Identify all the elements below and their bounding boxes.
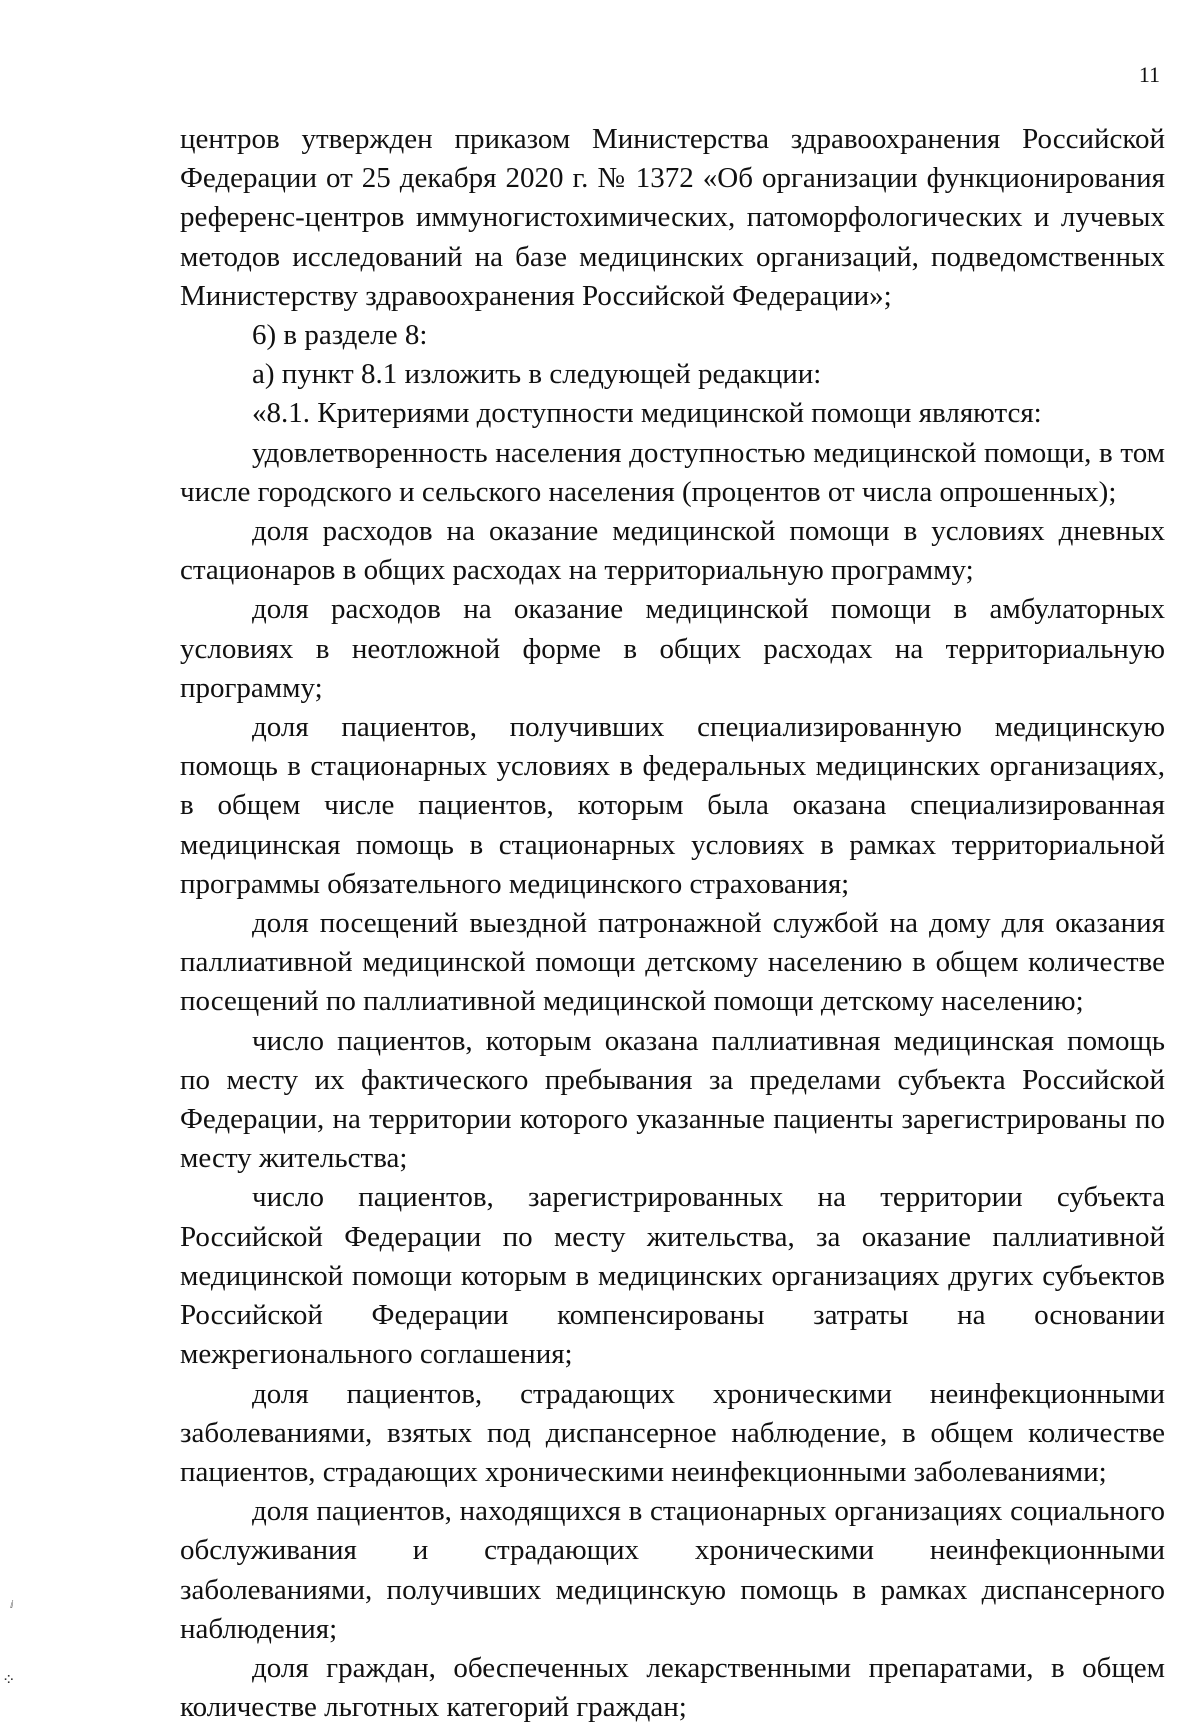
page-number: 11 xyxy=(1138,62,1160,87)
paragraph: доля расходов на оказание медицинской помощи в амбулаторных условиях в неотложной форме в общих расходах на территориальную программу; xyxy=(180,593,1165,704)
paragraph: число пациентов, которым оказана паллиативная медицинская помощь по месту их фактического пребывания за пределами субъекта Российской Федерации, на территории которого указанные пациенты зарегистрированы по месту жительства; xyxy=(180,1024,1165,1175)
scan-speck-mark: ⅈ xyxy=(10,1600,14,1611)
paragraph: доля расходов на оказание медицинской помощи в условиях дневных стационаров в общих расходах на территориальную программу; xyxy=(180,515,1165,587)
paragraph: доля посещений выездной патронажной службой на дому для оказания паллиативной медицинской помощи детскому населению в общем количестве посещений по паллиативной медицинской помощи детскому населению; xyxy=(180,907,1165,1018)
paragraph: доля пациентов, получивших специализированную медицинскую помощь в стационарных условиях в федеральных медицинских организациях, в общем числе пациентов, которым была оказана специализированная медицинская помощь в стационарных условиях в рамках территориальной программы обязательного медицинского страхования; xyxy=(180,711,1165,900)
paragraph: а) пункт 8.1 изложить в следующей редакции: xyxy=(252,358,822,391)
paragraph: «8.1. Критериями доступности медицинской помощи являются: xyxy=(252,397,1042,430)
scan-speck-mark: ⁘ xyxy=(2,1670,16,1689)
paragraph: доля пациентов, находящихся в стационарных организациях социального обслуживания и страдающих хроническими неинфекционными заболеваниями, получивших медицинскую помощь в рамках диспансерного наблюдения; xyxy=(180,1495,1165,1645)
paragraph: центров утвержден приказом Министерства здравоохранения Российской Федерации от 25 декабря 2020 г. № 1372 «Об организации функционирования референс-центров иммуногистохимических, патоморфологических и лучевых методов исследований на базе медицинских организаций, подведомственных Министерству здравоохранения Российской Федерации»; xyxy=(180,123,1165,312)
paragraph: удовлетворенность населения доступностью медицинской помощи, в том числе городского и сельского населения (процентов от числа опрошенных); xyxy=(180,436,1165,508)
body-text xyxy=(180,120,1165,1727)
paragraph: число пациентов, зарегистрированных на территории субъекта Российской Федерации по месту жительства, за оказание паллиативной медицинской помощи которым в медицинских организациях других субъектов Российской Федерации компенсированы затраты на основании межрегионального соглашения; xyxy=(180,1181,1165,1371)
paragraph: доля граждан, обеспеченных лекарственными препаратами, в общем количестве льготных категорий граждан; xyxy=(180,1651,1165,1724)
paragraph: доля пациентов, страдающих хроническими неинфекционными заболеваниями, взятых под диспансерное наблюдение, в общем количестве пациентов, страдающих хроническими неинфекционными заболеваниями; xyxy=(180,1377,1165,1488)
paragraph: 6) в разделе 8: xyxy=(252,319,428,352)
